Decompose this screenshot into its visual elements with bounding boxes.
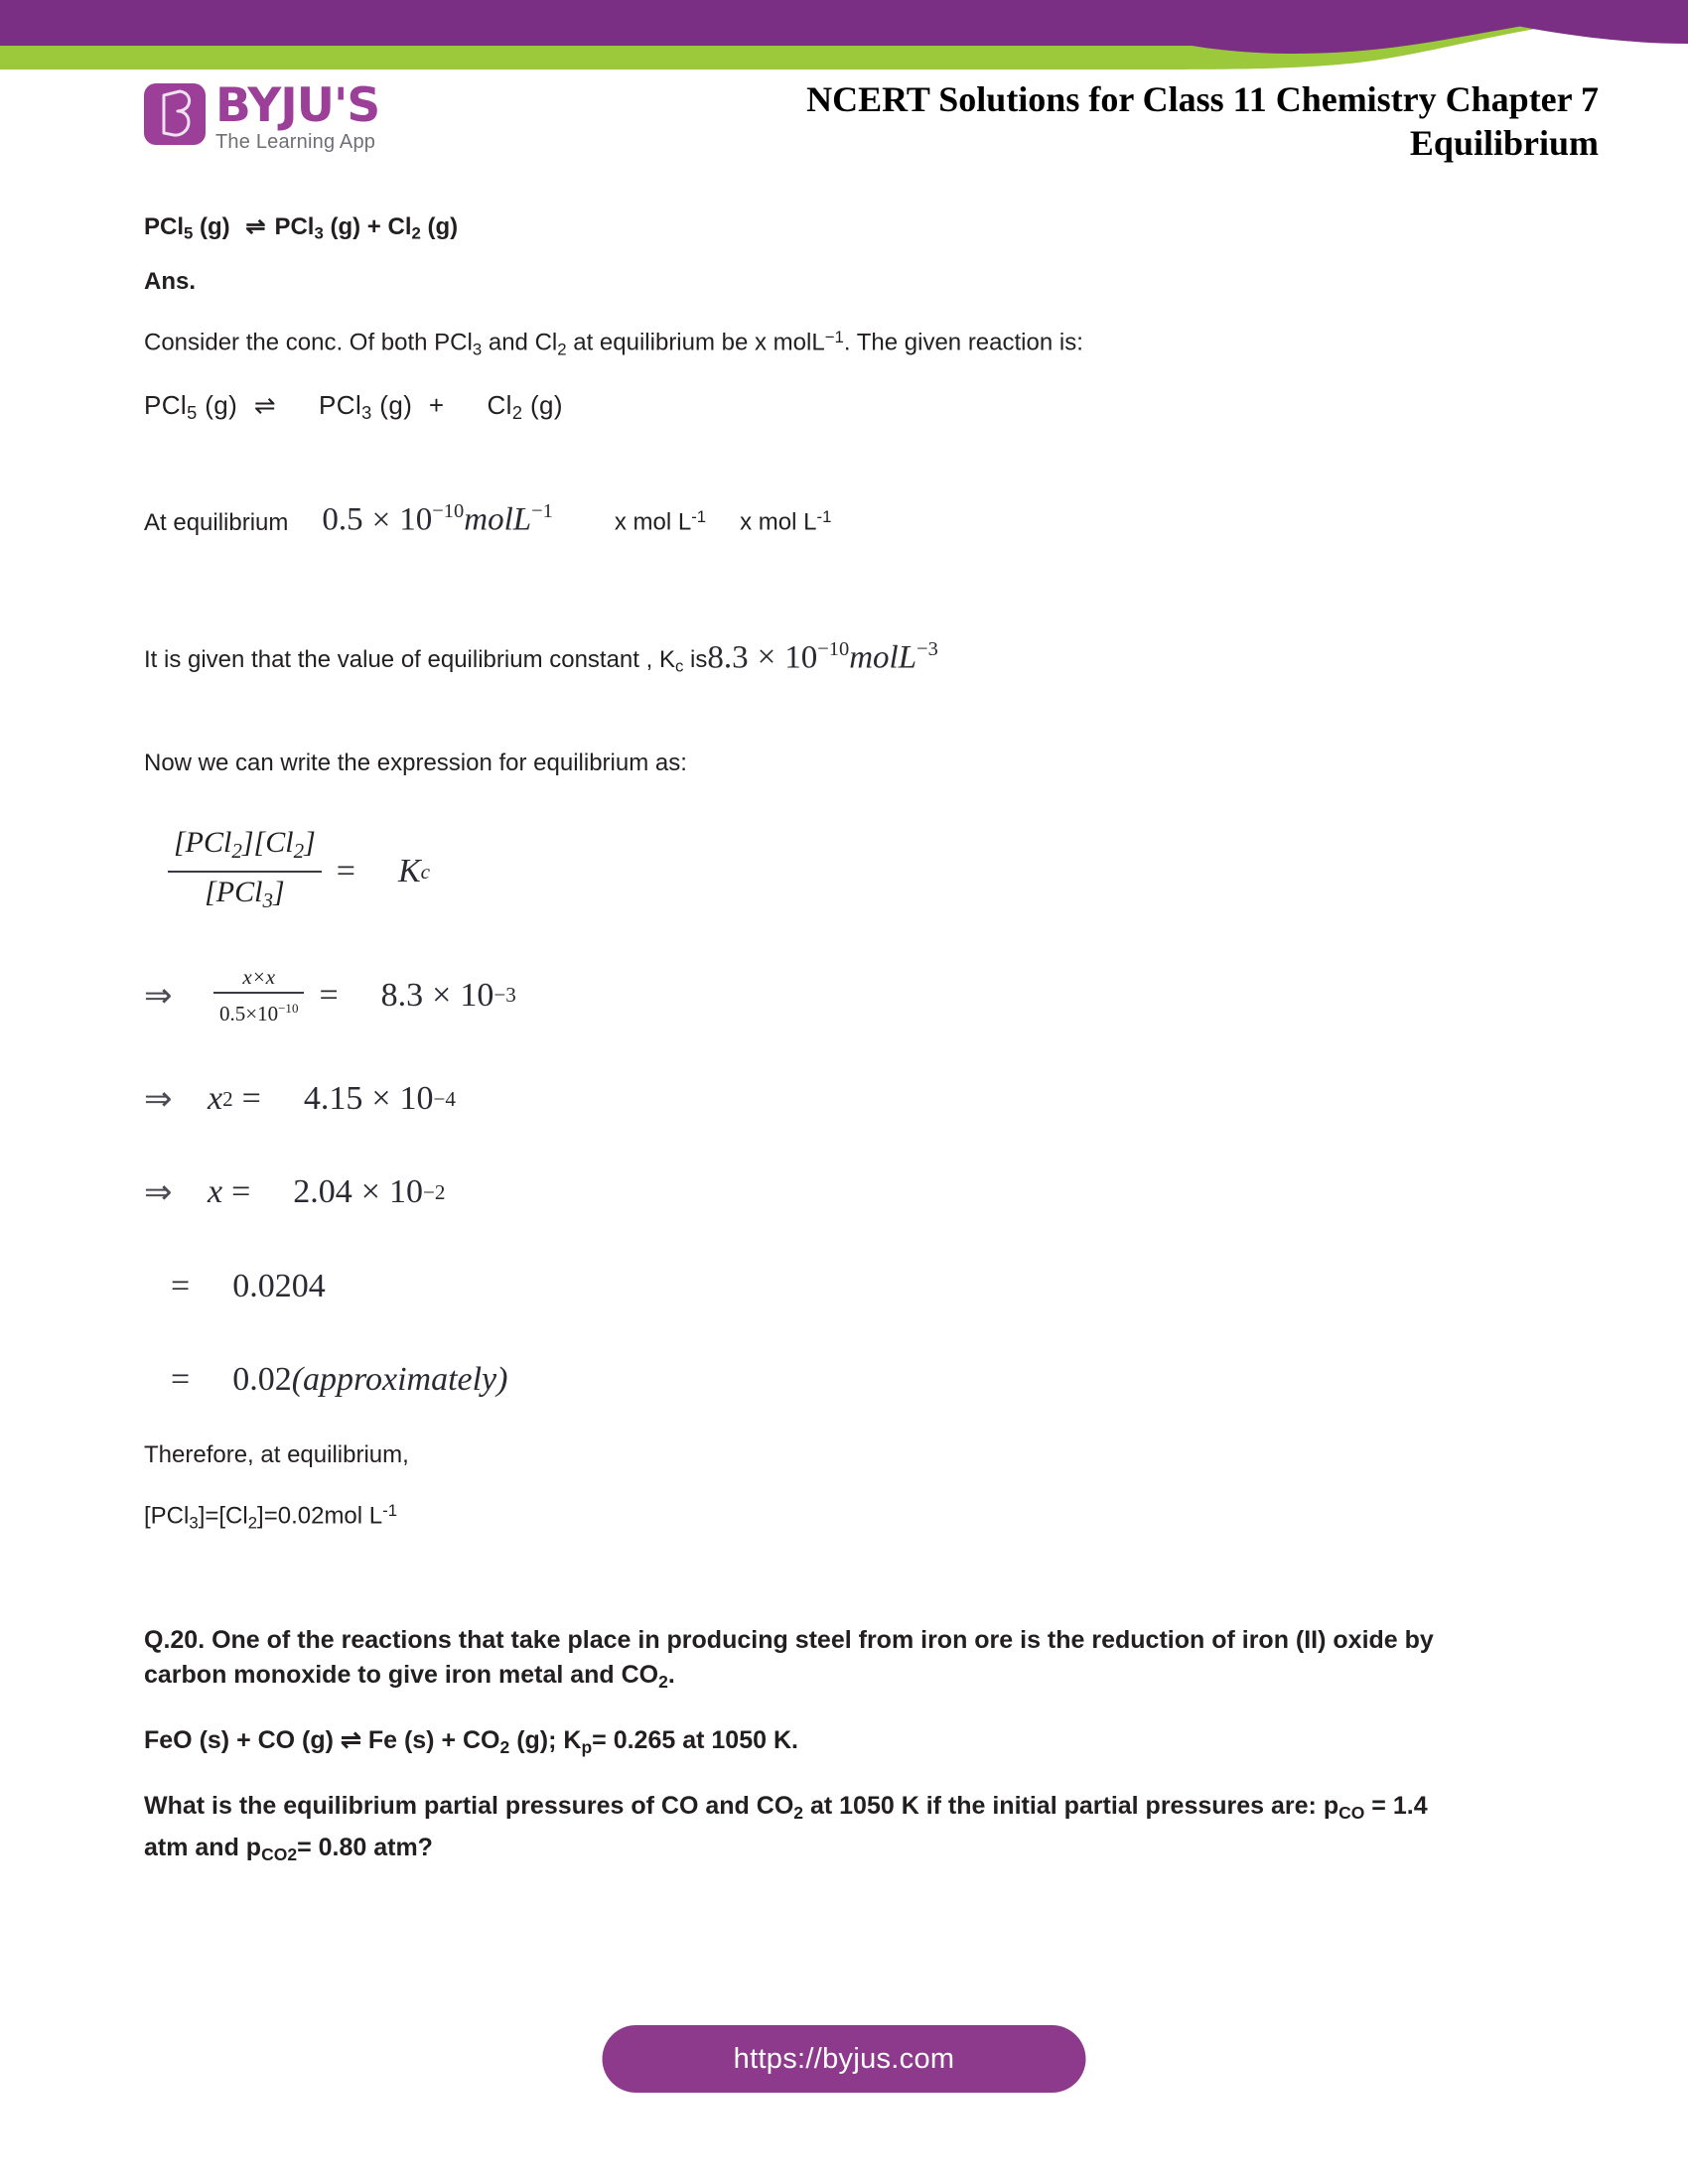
subscript: 2 (557, 339, 567, 358)
mantissa: 0.5 (322, 501, 363, 538)
subscript: 2 (511, 403, 523, 424)
implies-arrow-icon: ⇒ (144, 977, 173, 1015)
page-title (806, 77, 1599, 165)
equilibrium-arrow-icon: ⇌ (253, 389, 277, 420)
equals-sign: = (171, 1268, 191, 1305)
result-part-1: [PCl (144, 1502, 190, 1530)
q20-ask-part-1: What is the equilibrium partial pressures of CO and CO (144, 1792, 794, 1821)
subscript: CO2 (261, 1844, 298, 1865)
equilibrium-arrow-icon: ⇌ (340, 1726, 361, 1755)
subscript: 2 (293, 839, 305, 864)
subscript: 2 (658, 1672, 668, 1693)
question-20-equation (144, 1723, 1534, 1765)
num-part-1: [PCl (174, 826, 232, 860)
result-part-3: ]=0.02mol L (257, 1502, 383, 1530)
q20-text-end: . (667, 1661, 675, 1690)
result-value: 0.02 (232, 1361, 292, 1399)
state-label: (g) (193, 213, 230, 240)
at-equilibrium-label: At equilibrium (144, 508, 289, 536)
num-part-3: ] (304, 826, 316, 860)
subscript: 3 (189, 1513, 199, 1533)
step5-body (162, 1361, 507, 1399)
subscript: 2 (231, 839, 242, 864)
col3-text: x mol L (740, 508, 817, 536)
exponent: −10 (432, 500, 465, 523)
base: 10 (388, 1173, 423, 1211)
step3-body (208, 1173, 445, 1211)
q20-eq-part-1: FeO (s) + CO (g) (144, 1726, 341, 1755)
unit-exponent: −1 (531, 500, 553, 523)
subscript: 5 (187, 403, 198, 424)
page-title-line-2: Equilibrium (1409, 123, 1599, 163)
reaction-heading-pcl3: PCl (274, 213, 315, 240)
equals-sign: = (171, 1361, 191, 1399)
superscript: -1 (691, 507, 707, 527)
consider-paragraph (144, 321, 1534, 366)
mantissa: 8.3 (380, 976, 424, 1014)
step-3-equation (144, 1172, 1534, 1212)
step-1-equation (144, 965, 1534, 1025)
at-equilibrium-row (144, 489, 1534, 542)
step-5-equation (144, 1361, 1534, 1399)
fraction-numerator (168, 826, 322, 868)
reaction-heading-cl2: Cl (387, 213, 412, 240)
fraction-numerator: x×x (242, 965, 276, 990)
approximation-note: (approximately) (291, 1361, 508, 1399)
kc-given-value (707, 627, 937, 680)
times-sign: × (757, 639, 776, 676)
reaction-heading-pcl5: PCl (144, 213, 185, 240)
subscript: 2 (411, 223, 421, 243)
base: 10 (460, 976, 494, 1014)
step-2-equation (144, 1079, 1534, 1119)
at-equilibrium-col3 (740, 507, 831, 537)
step4-body (162, 1268, 326, 1305)
subscript: p (581, 1737, 593, 1758)
rxn2-pcl3: PCl (319, 389, 362, 420)
implies-arrow-icon: ⇒ (144, 1174, 173, 1212)
exponent: −2 (422, 1179, 446, 1204)
unit: molL (464, 501, 532, 538)
exponent: −4 (433, 1086, 456, 1111)
equals-sign: = (319, 976, 339, 1014)
byjus-b-logo-icon (144, 83, 206, 145)
times-sign: × (432, 976, 452, 1014)
q20-ask-part-3: = 1.4 atm and p (144, 1792, 1428, 1862)
kc-text-before: It is given that the value of equilibrium constant , K (144, 646, 675, 674)
subscript: 3 (472, 339, 483, 358)
times-sign: × (360, 1173, 380, 1211)
page-title-line-1: NCERT Solutions for Class 11 Chemistry Chapter 7 (806, 79, 1599, 119)
fraction-bar (213, 992, 304, 994)
logo-wordmark: BYJU'S (215, 78, 380, 133)
step-4-equation (144, 1268, 1534, 1305)
subscript: c (420, 859, 430, 884)
num-part-2: ][Cl (241, 826, 294, 860)
subscript: 2 (247, 1513, 258, 1533)
step1-rhs (310, 977, 515, 1015)
implies-arrow-icon: ⇒ (144, 1081, 173, 1119)
header-decorative-bands (0, 0, 1688, 69)
subscript: 3 (314, 223, 324, 243)
mantissa: 8.3 (707, 639, 749, 676)
consider-text-1: Consider the conc. Of both PCl (144, 329, 473, 356)
result-part-2: ]=[Cl (198, 1502, 248, 1530)
base: 10 (399, 1080, 434, 1118)
kc-given-row (144, 627, 1534, 680)
exponent: 2 (222, 1086, 233, 1111)
exponent: −3 (493, 983, 516, 1008)
state-label: (g) (522, 389, 563, 420)
at-equilibrium-value (322, 489, 552, 542)
rxn2-pcl5: PCl (144, 389, 188, 420)
expression-intro: Now we can write the expression for equilibrium as: (144, 750, 687, 777)
subscript: 5 (184, 223, 194, 243)
mantissa: 4.15 (303, 1080, 363, 1118)
question-20-text (144, 1623, 1455, 1700)
kc-given-text (144, 646, 707, 677)
subscript: c (674, 657, 684, 677)
question-20-ask (144, 1789, 1475, 1872)
consider-text-4: . The given reaction is: (843, 329, 1083, 356)
times-sign: × (371, 501, 391, 538)
superscript: -1 (816, 507, 832, 527)
state-label: (g) + (323, 213, 388, 240)
kc-text-mid: is (683, 646, 708, 674)
fraction-bar (168, 871, 322, 873)
unit: molL (849, 639, 917, 676)
q20-eq-part-2: Fe (s) + CO (360, 1726, 500, 1755)
kc-expression-equation (162, 826, 1534, 917)
state-label: (g) (197, 389, 238, 420)
equals-sign: = (231, 1173, 251, 1211)
document-body (144, 210, 1534, 1896)
reaction-line-2 (144, 388, 1534, 430)
equilibrium-arrow-icon: ⇌ (245, 213, 266, 240)
q20-eq-part-4: = 0.265 at 1050 K. (592, 1726, 798, 1755)
times-sign: × (371, 1080, 391, 1118)
q20-text: Q.20. One of the reactions that take place in producing steel from iron ore is the reduction of iron (II) oxide by carbon monoxide to give iron metal and CO (144, 1626, 1434, 1690)
state-label: (g) (420, 213, 459, 240)
superscript: -1 (382, 1501, 398, 1521)
variable-x: x (208, 1080, 223, 1118)
col2-text: x mol L (614, 508, 692, 536)
unit-exponent: −3 (916, 637, 938, 660)
masthead (144, 77, 1599, 187)
therefore-line: Therefore, at equilibrium, (144, 1441, 409, 1469)
mantissa: 2.04 (293, 1173, 352, 1211)
rxn2-cl2: Cl (487, 389, 512, 420)
kc-fraction (168, 826, 322, 917)
subscript: 2 (793, 1803, 804, 1824)
superscript: −1 (824, 327, 844, 346)
plus-sign: + (428, 389, 445, 420)
fraction-denominator (199, 876, 291, 917)
subscript: 3 (262, 888, 273, 913)
den-part-2: ] (272, 876, 285, 909)
equals-sign: = (336, 853, 355, 890)
byjus-url-button[interactable]: https://byjus.com (603, 2025, 1086, 2093)
result-value: 0.0204 (232, 1268, 326, 1305)
byjus-logo[interactable] (144, 78, 380, 153)
subscript: 2 (499, 1737, 510, 1758)
den-part-1: [PCl (205, 876, 263, 909)
state-label: (g) (371, 389, 413, 420)
base: 10 (784, 639, 818, 676)
kc-equals-rhs (328, 853, 430, 890)
consider-text-3: at equilibrium be x molL (566, 329, 825, 356)
answer-label: Ans. (144, 267, 197, 295)
den-mantissa: 0.5×10 (219, 1002, 279, 1026)
logo-tagline: The Learning App (215, 131, 376, 153)
reaction-heading (144, 210, 1534, 251)
subscript: CO (1338, 1803, 1365, 1824)
q20-ask-part-2: at 1050 K if the initial partial pressures are: p (803, 1792, 1339, 1821)
variable-x: x (208, 1173, 223, 1211)
exponent: −10 (817, 637, 850, 660)
final-result-line (144, 1494, 1534, 1540)
at-equilibrium-col2 (615, 507, 706, 537)
q20-ask-part-4: = 0.80 atm? (297, 1834, 433, 1862)
step2-body (208, 1080, 456, 1118)
equals-sign: = (241, 1080, 261, 1118)
step1-fraction (213, 965, 304, 1025)
consider-text-2: and Cl (482, 329, 558, 356)
fraction-denominator (213, 997, 304, 1025)
subscript: 3 (361, 403, 372, 424)
kc-symbol: K (397, 853, 421, 890)
exponent: −10 (278, 1001, 299, 1017)
base: 10 (399, 501, 433, 538)
q20-eq-part-3: (g); K (509, 1726, 582, 1755)
